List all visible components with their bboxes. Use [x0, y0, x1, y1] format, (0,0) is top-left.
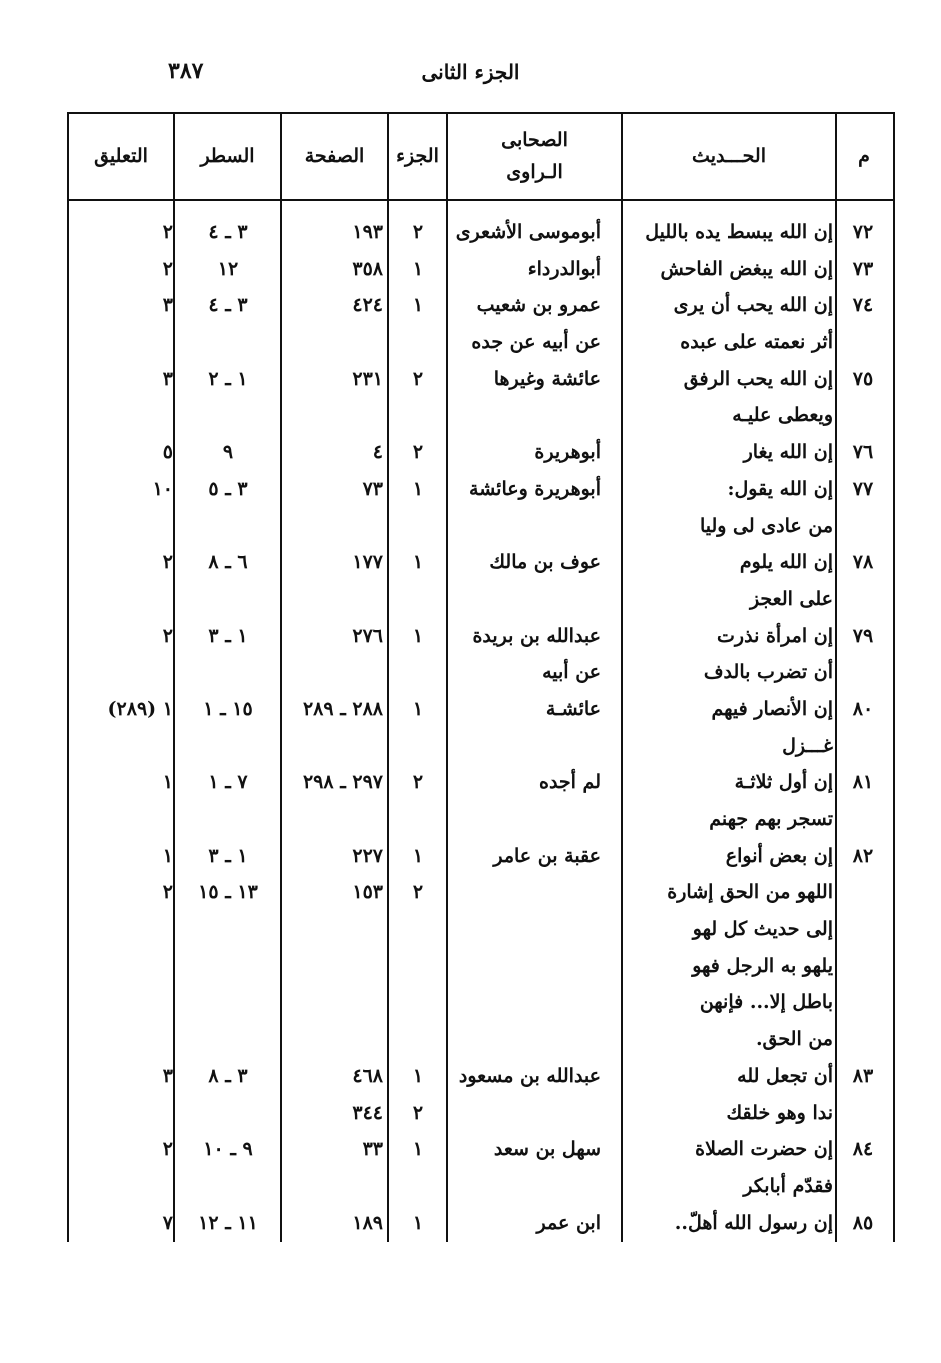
hadith-text: تسجر بهم جهنم: [709, 808, 833, 830]
note-ref: ١ (٢٨٩): [107, 697, 173, 720]
page-ref: ٢٣١: [352, 367, 383, 390]
line-ref: [175, 948, 281, 985]
header-line: السطر: [200, 144, 255, 167]
hadith-text: إن الله يحب أن يرى: [673, 294, 833, 317]
line-ref: ١ ـ ٣: [208, 624, 248, 647]
line-ref: [175, 728, 281, 765]
narrator: عبدالله بن مسعود: [458, 1064, 601, 1087]
volume: ٢: [412, 441, 424, 464]
row-number: [839, 1168, 887, 1205]
note-ref: ٢: [162, 624, 173, 647]
line-ref: [175, 324, 281, 361]
table-row: [67, 214, 893, 251]
note-ref: ١٠: [152, 477, 173, 500]
line-ref: [175, 1168, 281, 1205]
note-ref: ٢: [162, 1138, 173, 1161]
narrator: أبوالدرداء: [527, 257, 601, 280]
table-row: [67, 1168, 893, 1205]
table-row: [67, 1131, 893, 1168]
volume: ٢: [412, 367, 424, 390]
table-row: [67, 544, 893, 581]
hadith-text: يلهو به الرجل فهو: [692, 954, 833, 977]
row-number: ٧٣: [852, 257, 874, 280]
page-ref: ٣٣: [362, 1138, 383, 1161]
volume: [389, 508, 447, 545]
row-number: [839, 1095, 887, 1132]
narrator: [453, 984, 601, 1021]
table-row: [67, 397, 893, 434]
hadith-text: إن الله يلوم: [739, 551, 833, 574]
table-row: [67, 618, 893, 655]
narrator: [453, 581, 601, 618]
line-ref: [175, 397, 281, 434]
page-ref: [283, 324, 383, 361]
line-ref: [175, 654, 281, 691]
page-ref: ١٩٣: [352, 221, 383, 243]
hadith-text: إن الله يبغض الفاحش: [660, 257, 833, 280]
hadith-text: باطل إلا... فإنهن: [699, 991, 833, 1014]
row-number: ٧٩: [852, 624, 874, 647]
table-row: [67, 654, 893, 691]
hadith-text: أن تضرب بالدف: [703, 661, 833, 684]
table-row: [67, 984, 893, 1021]
header-hadith: الحـــديث: [692, 144, 766, 167]
row-number: [839, 948, 887, 985]
volume: ١: [412, 257, 424, 280]
table-row: [67, 1058, 893, 1095]
note-ref: ٥: [162, 441, 173, 464]
row-number: [839, 874, 887, 911]
narrator: أبوهريرة وعائشة: [469, 477, 601, 500]
narrator: لم أجده: [538, 771, 601, 794]
row-number: [839, 1021, 887, 1058]
line-ref: ٩ ـ ١٠: [203, 1138, 253, 1161]
row-number: [839, 728, 887, 765]
row-number: ٨٥: [852, 1211, 874, 1234]
row-number: ٧٢: [852, 221, 874, 243]
note-ref: ٧: [162, 1211, 173, 1234]
hadith-text: إلى حديث كل لهو: [692, 918, 833, 941]
line-ref: ١٣ ـ ١٥: [198, 881, 258, 904]
narrator: [453, 911, 601, 948]
narrator: أبوموسى الأشعرى: [455, 221, 601, 243]
row-number: ٨٣: [852, 1064, 874, 1087]
table-row: [67, 434, 893, 471]
table-row: [67, 801, 893, 838]
note-ref: ٢: [162, 221, 173, 243]
narrator: عائشة وغيرها: [493, 367, 601, 390]
row-number: ٨١: [852, 771, 874, 794]
row-number: ٧٤: [852, 294, 874, 317]
hadith-text: إن الأنصار فيهم: [711, 697, 833, 720]
header-page: الصفحة: [304, 144, 365, 167]
volume: [389, 654, 447, 691]
note-ref: ٢: [162, 257, 173, 280]
hadith-text: ويعطى عليـه: [732, 404, 833, 427]
volume: ١: [412, 624, 424, 647]
note-ref: [71, 397, 173, 434]
volume: ١: [412, 1064, 424, 1087]
volume: [389, 324, 447, 361]
line-ref: ٣ ـ ٨: [208, 1064, 248, 1087]
narrator: أبوهريرة: [534, 441, 601, 464]
row-number: [839, 984, 887, 1021]
page-ref: ٧٣: [362, 477, 383, 500]
note-ref: [71, 508, 173, 545]
page-ref: [283, 1168, 383, 1205]
narrator: [453, 1168, 601, 1205]
line-ref: [175, 911, 281, 948]
hadith-index-table: [67, 112, 893, 1242]
line-ref: ١٢: [217, 257, 239, 280]
hadith-text: إن رسول الله أهلّ..: [674, 1211, 833, 1234]
header-rawi: [448, 112, 621, 199]
volume: ١: [412, 844, 424, 867]
line-ref: [175, 1095, 281, 1132]
narrator: عائشـة: [545, 697, 601, 720]
line-ref: ١ ـ ٢: [208, 367, 248, 390]
hadith-text: إن أول ثلاثـة: [734, 771, 833, 794]
row-number: ٧٧: [852, 477, 874, 500]
line-ref: [175, 581, 281, 618]
hadith-text: فقدّم أبابكر: [743, 1174, 833, 1197]
page-ref: ١٥٣: [352, 881, 383, 904]
table-row: [67, 1205, 893, 1242]
row-number: ٨٤: [852, 1138, 874, 1161]
narrator: [453, 1021, 601, 1058]
hadith-text: إن الله يحب الرفق: [683, 367, 833, 390]
note-ref: ٢: [162, 881, 173, 904]
page-number: ٣٨٧: [168, 58, 204, 84]
note-ref: [71, 1168, 173, 1205]
row-number: [839, 654, 887, 691]
page-ref: ٢٧٦: [352, 624, 383, 647]
narrator: ابن عمر: [536, 1211, 601, 1234]
page-ref: [283, 581, 383, 618]
note-ref: [71, 1021, 173, 1058]
table-row: [67, 728, 893, 765]
narrator: [453, 397, 601, 434]
table-row: [67, 911, 893, 948]
narrator: عبدالله بن بريدة: [472, 624, 601, 647]
header-divider: [67, 199, 893, 201]
hadith-text: من عادى لى وليا: [699, 514, 833, 537]
narrator: [453, 508, 601, 545]
page-ref: [283, 1021, 383, 1058]
table-body: [67, 214, 893, 1241]
volume: ٢: [412, 1101, 424, 1124]
narrator: عمرو بن شعيب: [476, 294, 601, 317]
line-ref: ١٥ ـ ١: [203, 697, 253, 720]
page-ref: ٣٤٤: [352, 1101, 383, 1124]
narrator: عقبة بن عامر: [493, 844, 601, 867]
note-ref: [71, 728, 173, 765]
page-ref: [283, 654, 383, 691]
page-ref: ٣٥٨: [352, 257, 383, 280]
note-ref: ١: [162, 771, 173, 794]
table-row: [67, 508, 893, 545]
narrator: [453, 801, 601, 838]
note-ref: ٣: [162, 367, 173, 390]
header-rawi-line1: الصحابى: [501, 128, 568, 151]
line-ref: ٣ ـ ٤: [208, 294, 248, 317]
running-head: الجزء الثانى: [421, 60, 520, 84]
volume: ٢: [412, 771, 424, 794]
note-ref: [71, 581, 173, 618]
row-number: [839, 581, 887, 618]
line-ref: ١١ ـ ١٢: [198, 1211, 258, 1234]
line-ref: ٣ ـ ٥: [208, 477, 248, 500]
table-row: [67, 251, 893, 288]
row-number: ٨٠: [852, 697, 874, 720]
header-juz: الجزء: [396, 144, 439, 167]
table-row: [67, 581, 893, 618]
table-row: [67, 764, 893, 801]
row-number: [839, 508, 887, 545]
header-num: م: [858, 144, 870, 167]
page-ref: [283, 948, 383, 985]
table-row: [67, 691, 893, 728]
hadith-text: من الحق.: [755, 1028, 833, 1051]
volume: [389, 984, 447, 1021]
hadith-text: غـــزل: [782, 734, 833, 757]
volume: [389, 1168, 447, 1205]
page-header: [0, 58, 941, 90]
row-number: [839, 324, 887, 361]
note-ref: ٢: [162, 551, 173, 574]
hadith-text: اللهو من الحق إشارة: [667, 881, 833, 904]
line-ref: [175, 801, 281, 838]
volume: [389, 728, 447, 765]
narrator: [453, 728, 601, 765]
volume: ١: [412, 1138, 424, 1161]
note-ref: ٣: [162, 1064, 173, 1087]
volume: ٢: [412, 881, 424, 904]
note-ref: [71, 801, 173, 838]
page-ref: ٤٦٨: [352, 1064, 383, 1087]
page-ref: [283, 397, 383, 434]
note-ref: [71, 984, 173, 1021]
page-ref: ١٧٧: [352, 551, 383, 574]
narrator: [453, 1095, 601, 1132]
hadith-text: ندا وهو خلقك: [726, 1101, 833, 1124]
hadith-text: إن بعض أنواع: [725, 844, 833, 867]
hadith-text: أن تجعل لله: [737, 1064, 833, 1087]
volume: ١: [412, 477, 424, 500]
line-ref: ٣ ـ ٤: [208, 221, 248, 243]
table-row: [67, 361, 893, 398]
volume: [389, 581, 447, 618]
page-ref: [283, 728, 383, 765]
page-ref: ١٨٩: [352, 1211, 383, 1234]
volume: [389, 911, 447, 948]
narrator: [453, 948, 601, 985]
row-number: ٨٢: [852, 844, 874, 867]
table-row: [67, 1095, 893, 1132]
volume: [389, 801, 447, 838]
narrator: عن أبيه عن جده: [471, 331, 601, 354]
volume: [389, 397, 447, 434]
volume: ١: [412, 551, 424, 574]
hadith-text: إن الله يبسط يده بالليل: [645, 221, 833, 243]
page-ref: ٤: [372, 441, 383, 464]
page-ref: ٤٢٤: [352, 294, 383, 317]
line-ref: ٩: [222, 441, 234, 464]
row-number: ٧٨: [852, 551, 874, 574]
line-ref: ١ ـ ٣: [208, 844, 248, 867]
table-row: [67, 1021, 893, 1058]
note-ref: ١: [162, 844, 173, 867]
volume: ١: [412, 294, 424, 317]
narrator: [453, 874, 601, 911]
page-ref: ٢٢٧: [352, 844, 383, 867]
volume: ١: [412, 1211, 424, 1234]
hadith-text: إن حضرت الصلاة: [695, 1138, 833, 1161]
row-number: [839, 397, 887, 434]
narrator: عن أبيه: [542, 661, 601, 684]
note-ref: [71, 324, 173, 361]
header-note: التعليق: [94, 144, 148, 167]
page-ref: [283, 508, 383, 545]
page-ref: ٢٨٨ ـ ٢٨٩: [302, 697, 383, 720]
table-row: [67, 324, 893, 361]
table-row: [67, 874, 893, 911]
page-ref: [283, 984, 383, 1021]
row-number: [839, 911, 887, 948]
header-rawi-line2: الـراوى: [506, 160, 563, 183]
page-ref: ٢٩٧ ـ ٢٩٨: [302, 771, 383, 794]
page-ref: [283, 911, 383, 948]
volume: [389, 1021, 447, 1058]
hadith-text: على العجز: [749, 587, 833, 610]
line-ref: ٧ ـ ١: [208, 771, 248, 794]
note-ref: [71, 1095, 173, 1132]
hadith-text: أثر نعمته على عبده: [680, 331, 833, 354]
row-number: ٧٥: [852, 367, 874, 390]
hadith-text: إن الله يغار: [743, 441, 833, 464]
table-row: [67, 838, 893, 875]
hadith-text: إن الله يقول:: [727, 477, 833, 500]
table-row: [67, 948, 893, 985]
line-ref: ٦ ـ ٨: [208, 551, 248, 574]
note-ref: ٣: [162, 294, 173, 317]
line-ref: [175, 984, 281, 1021]
narrator: عوف بن مالك: [489, 551, 601, 574]
line-ref: [175, 508, 281, 545]
note-ref: [71, 948, 173, 985]
volume: [389, 948, 447, 985]
page-ref: [283, 801, 383, 838]
table-row: [67, 287, 893, 324]
hadith-text: إن امرأة نذرت: [717, 624, 833, 647]
line-ref: [175, 1021, 281, 1058]
table-row: [67, 471, 893, 508]
narrator: سهل بن سعد: [493, 1138, 601, 1161]
note-ref: [71, 911, 173, 948]
note-ref: [71, 654, 173, 691]
row-number: [839, 801, 887, 838]
volume: ٢: [412, 221, 424, 243]
row-number: ٧٦: [852, 441, 874, 464]
volume: ١: [412, 697, 424, 720]
